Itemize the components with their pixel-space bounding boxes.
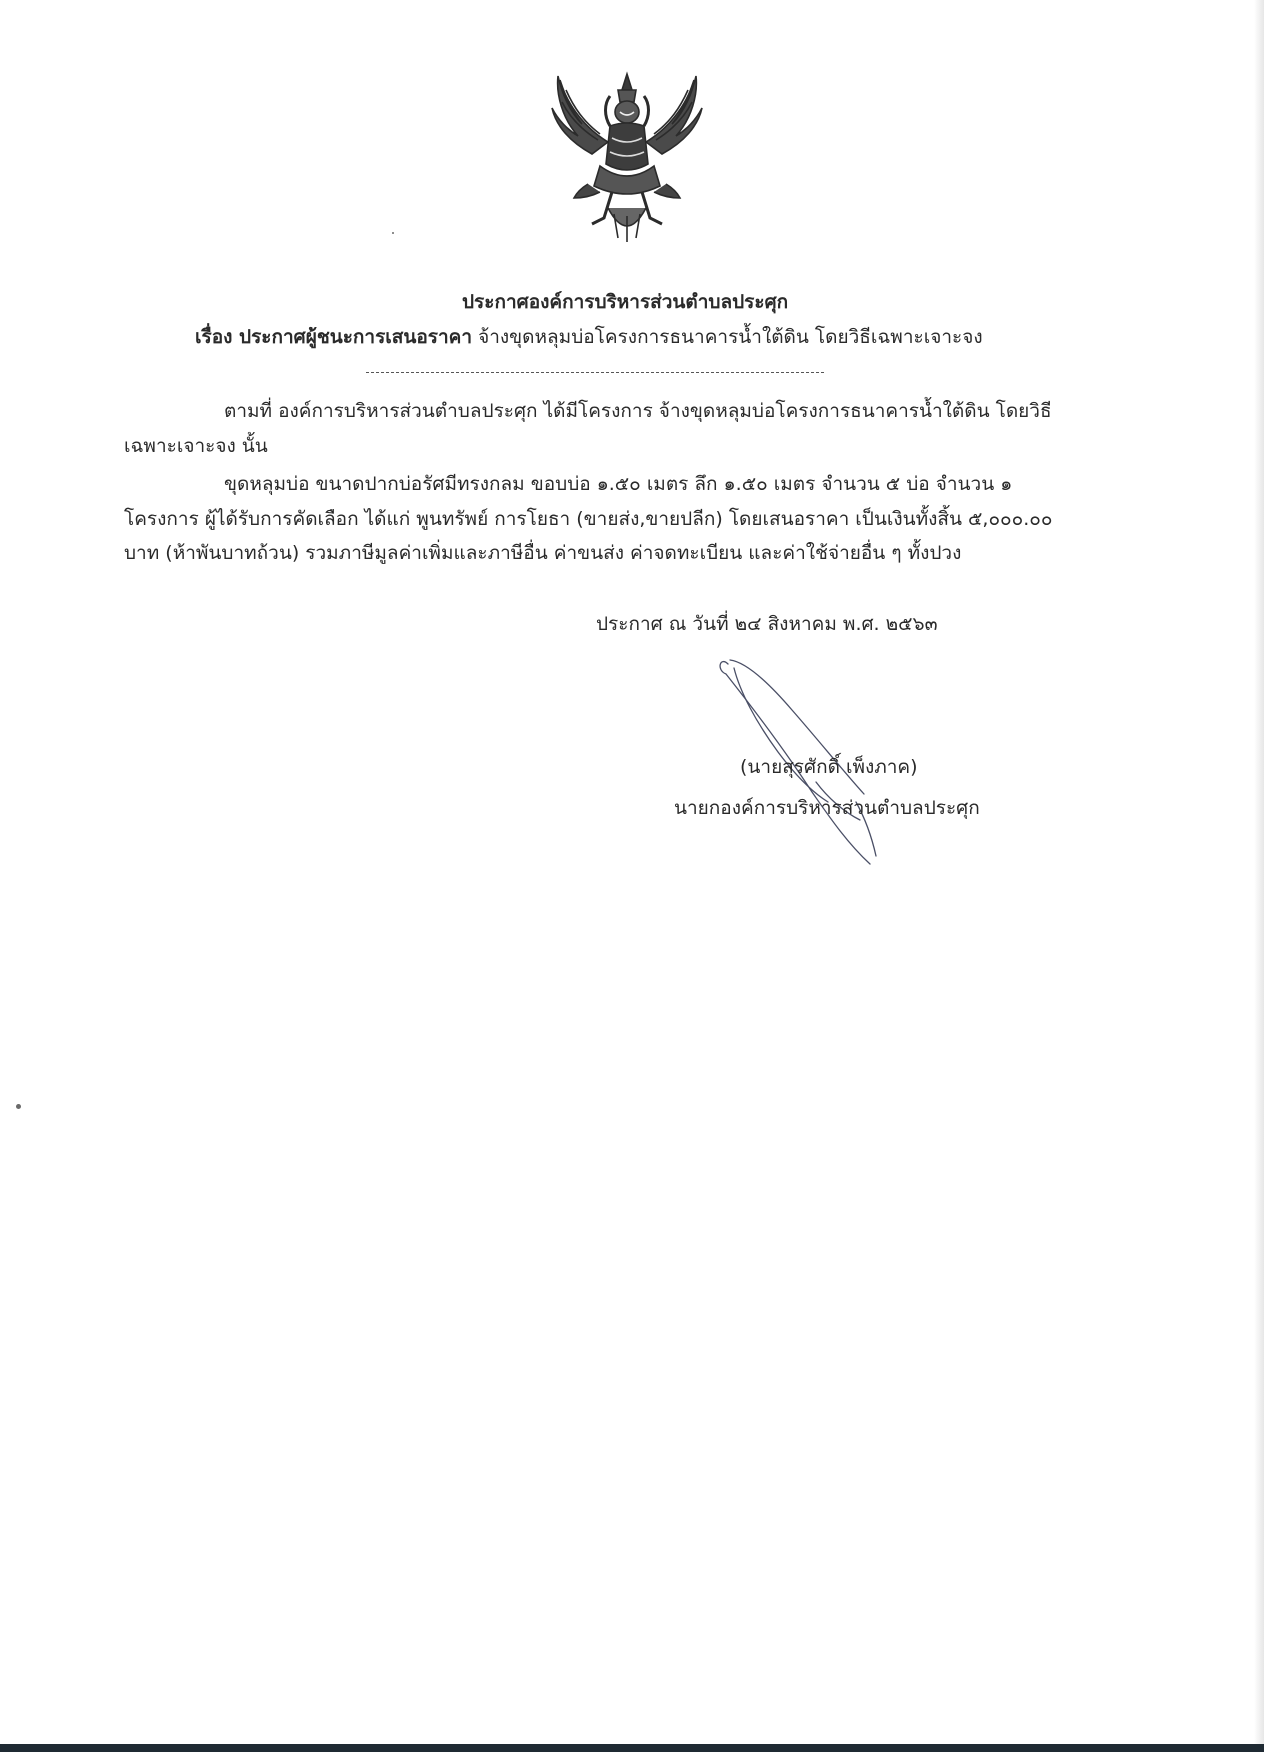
paragraph-2-line-2: โครงการ ผู้ได้รับการคัดเลือก ได้แก่ พูนทรัพย์ การโยธา (ขายส่ง,ขายปลีก) โดยเสนอราคา เป็นเงินทั้งสิ้น ๕,๐๐๐.๐๐ bbox=[124, 508, 1053, 530]
scan-speck bbox=[392, 232, 394, 234]
announcement-title: ประกาศองค์การบริหารส่วนตำบลประศุก bbox=[462, 291, 789, 313]
signer-name: (นายสุรศักดิ์ เพ็งภาค) bbox=[740, 756, 918, 778]
paragraph-1-line-1: ตามที่ องค์การบริหารส่วนตำบลประศุก ได้มีโครงการ จ้างขุดหลุมบ่อโครงการธนาคารน้ำใต้ดิน โดยวิธี bbox=[224, 400, 1052, 422]
announcement-date: ประกาศ ณ วันที่ ๒๔ สิงหาคม พ.ศ. ๒๕๖๓ bbox=[596, 613, 938, 635]
garuda-emblem-icon bbox=[548, 68, 706, 244]
scan-edge bbox=[0, 1744, 1264, 1752]
subject-prefix: เรื่อง ประกาศผู้ชนะการเสนอราคา bbox=[195, 326, 473, 348]
paragraph-2-line-3: บาท (ห้าพันบาทถ้วน) รวมภาษีมูลค่าเพิ่มและภาษีอื่น ค่าขนส่ง ค่าจดทะเบียน และค่าใช้จ่ายอื่น ๆ ทั้งปวง bbox=[124, 542, 962, 564]
signer-position: นายกองค์การบริหารส่วนตำบลประศุก bbox=[674, 797, 980, 819]
scan-edge bbox=[1254, 0, 1264, 1752]
announcement-subject bbox=[195, 325, 983, 349]
scan-speck bbox=[16, 1104, 21, 1109]
paragraph-2-line-1: ขุดหลุมบ่อ ขนาดปากบ่อรัศมีทรงกลม ขอบบ่อ ๑.๕๐ เมตร ลึก ๑.๕๐ เมตร จำนวน ๕ บ่อ จำนวน ๑ bbox=[224, 473, 1013, 495]
dashed-divider bbox=[366, 372, 824, 373]
paragraph-1-line-2: เฉพาะเจาะจง นั้น bbox=[124, 435, 268, 457]
subject-text: จ้างขุดหลุมบ่อโครงการธนาคารน้ำใต้ดิน โดยวิธีเฉพาะเจาะจง bbox=[472, 326, 983, 348]
